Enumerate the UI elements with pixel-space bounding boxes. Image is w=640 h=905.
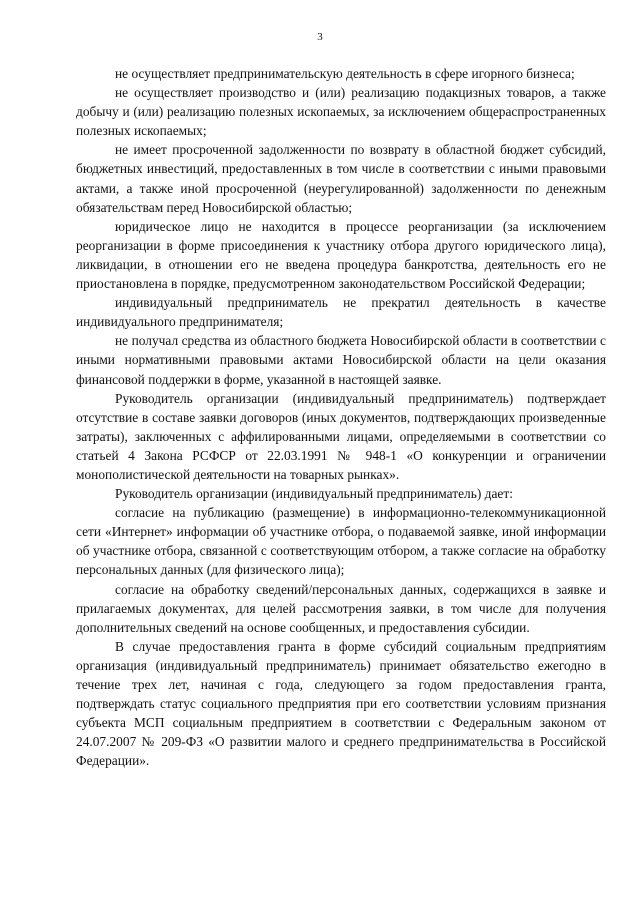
paragraph-no-overdue-debt: не имеет просроченной задолженности по возврату в областной бюджет субсидий, бюджетных инвестиций, предоставленных в том числе в соответствии с иными правовыми актами, а также иной просроченной (неурегулированной) задолженности по денежным обязательствам перед Новосибирской областью; xyxy=(76,142,606,215)
paragraph-no-other-funding: не получал средства из областного бюджета Новосибирской области в соответствии с иными нормативными правовыми актами Новосибирской области на цели оказания финансовой поддержки в форме, указанной в настоящей заявке. xyxy=(76,333,606,387)
paragraph-data-processing-consent: согласие на обработку сведений/персональных данных, содержащихся в заявке и прилагаемых документах, для целей рассмотрения заявки, в том числе для получения дополнительных сведений на основе сообщенных, и предоставления субсидии. xyxy=(76,581,606,635)
paragraph-excise-goods: не осуществляет производство и (или) реализацию подакцизных товаров, а также добычу и (или) реализацию полезных ископаемых, за исключением общераспространенных полезных ископаемых; xyxy=(76,85,606,139)
paragraph-entrepreneur-active: индивидуальный предприниматель не прекратил деятельность в качестве индивидуального предпринимателя; xyxy=(76,295,606,330)
paragraph-no-affiliated-contracts: Руководитель организации (индивидуальный предприниматель) подтверждает отсутствие в составе заявки договоров (иных документов, подтверждающих произведенные затраты), заключенных с аффилированными лицами, определяемыми в соответствии со статьей 4 Закона РСФСР от 22.03.1991 № 948-1 «О конкуренции и ограничении монополистической деятельности на товарных рынках». xyxy=(76,390,606,482)
paragraph-gambling: не осуществляет предпринимательскую деятельность в сфере игорного бизнеса; xyxy=(115,66,575,81)
document-body xyxy=(76,64,606,770)
paragraph-publication-consent: согласие на публикацию (размещение) в информационно-телекоммуникационной сети «Интернет» информации об участнике отбора, о подаваемой заявке, иной информации об участнике отбора, связанной с соответствующим отбором, а также согласие на обработку персональных данных (для физического лица); xyxy=(76,505,606,578)
paragraph-no-reorganization: юридическое лицо не находится в процессе реорганизации (за исключением реорганизации в форме присоединения к участнику отбора другого юридического лица), ликвидации, в отношении его не введена процедура банкротства, деятельность его не приостановлена в порядке, предусмотренном законодательством Российской Федерации; xyxy=(76,218,606,292)
paragraph-social-enterprise-obligation: В случае предоставления гранта в форме субсидий социальным предприятиям организация (индивидуальный предприниматель) принимает обязательство ежегодно в течение трех лет, начиная с года, следующего за годом предоставления гранта, подтверждать статус социального предприятия при его соответствии условиям признания субъекта МСП социальным предприятием в соответствии с Федеральным законом от 24.07.2007 № 209-ФЗ «О развитии малого и среднего предпринимательства в Российской Федерации». xyxy=(76,638,606,769)
paragraph-gives-consent: Руководитель организации (индивидуальный предприниматель) дает: xyxy=(115,486,513,502)
page-number: 3 xyxy=(317,31,323,43)
